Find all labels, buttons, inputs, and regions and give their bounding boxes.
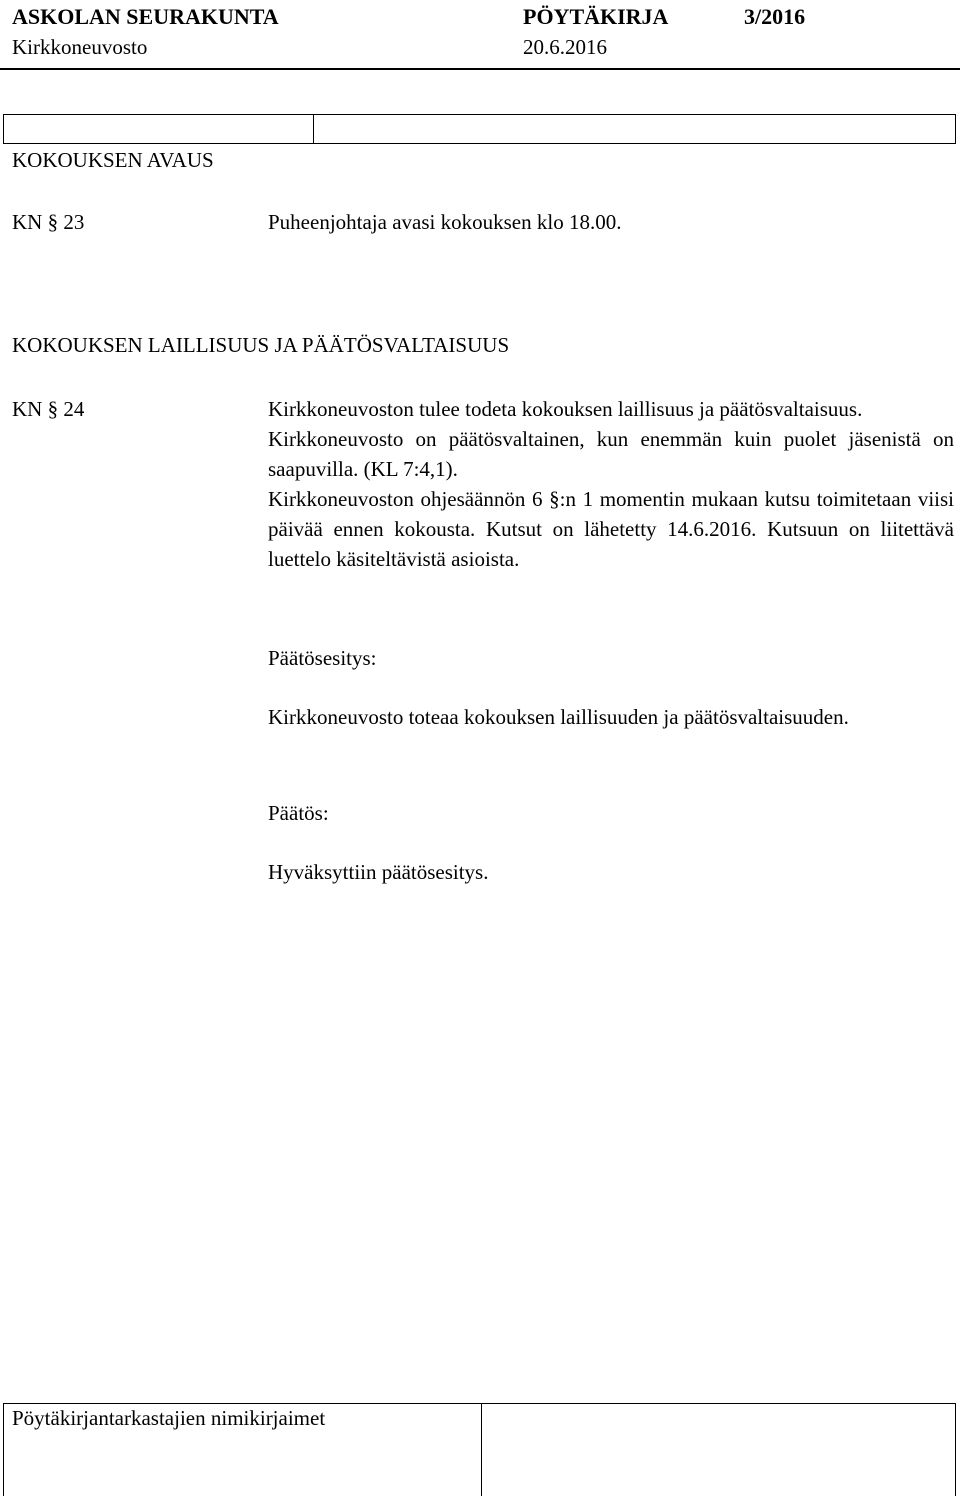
governing-body: Kirkkoneuvosto — [12, 35, 148, 59]
parish-name: ASKOLAN SEURAKUNTA — [12, 4, 279, 29]
item-number-23: KN § 23 — [12, 210, 85, 234]
paragraph-legality-1: Kirkkoneuvoston tulee todeta kokouksen laillisuus ja päätösvaltaisuus. — [268, 397, 863, 421]
decision-label: Päätös: — [268, 801, 329, 825]
item-number-24: KN § 24 — [12, 397, 85, 421]
document-number: 3/2016 — [744, 4, 806, 29]
footer-box-divider — [481, 1403, 482, 1496]
paragraph-legality-3: Kirkkoneuvoston ohjesäännön 6 §:n 1 momentin mukaan kutsu toimitetaan viisi päivää ennen kokousta. Kutsut on lähetetty 14.6.2016. Kutsuun on liitettävä luettelo käsiteltävistä asioista. — [268, 487, 954, 571]
top-box — [3, 114, 956, 144]
proposal-text: Kirkkoneuvosto toteaa kokouksen laillisuuden ja päätösvaltaisuuden. — [268, 705, 849, 729]
proposal-label: Päätösesitys: — [268, 646, 377, 670]
meeting-date: 20.6.2016 — [523, 35, 607, 59]
section-heading-legality: KOKOUKSEN LAILLISUUS JA PÄÄTÖSVALTAISUUS — [12, 333, 510, 357]
paragraph-legality-2: Kirkkoneuvosto on päätösvaltainen, kun enemmän kuin puolet jäsenistä on saapuvilla. (KL 7:4,1). — [268, 427, 954, 481]
footer-initials-label: Pöytäkirjantarkastajien nimikirjaimet — [12, 1406, 326, 1430]
item-text-23: Puheenjohtaja avasi kokouksen klo 18.00. — [268, 210, 622, 234]
document-type: PÖYTÄKIRJA — [523, 4, 669, 29]
decision-text: Hyväksyttiin päätösesitys. — [268, 860, 489, 884]
section-heading-opening: KOKOUKSEN AVAUS — [12, 148, 214, 172]
header-rule — [0, 68, 960, 70]
top-box-divider — [313, 114, 314, 144]
